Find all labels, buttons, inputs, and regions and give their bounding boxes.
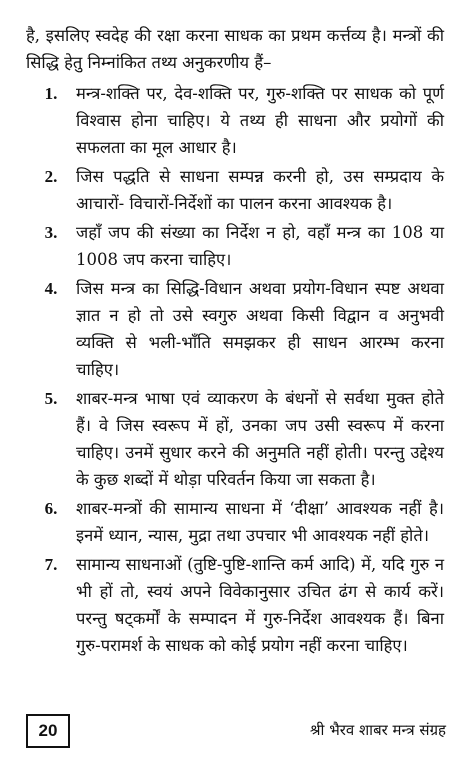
item-text: जहाँ जप की संख्या का निर्देश न हो, वहाँ मन्त्र का 108 या 1008 जप करना चाहिए।: [76, 223, 444, 269]
item-number: 3.: [44, 223, 58, 242]
item-text: सामान्य साधनाओं (तुष्टि-पुष्टि-शान्ति कर्म आदि) में, यदि गुरु न भी हों तो, स्वयं अपने विवेकानुसार उचित ढंग से कार्य करें। परन्तु षट्कर्मों के सम्पादन में गुरु-निर्देश आवश्यक हैं। बिना गुरु-परामर्श के साधक को कोई प्रयोग नहीं करना चाहिए।: [76, 555, 444, 655]
page-body: [26, 22, 444, 661]
list-item: [26, 275, 444, 383]
item-text: मन्त्र-शक्ति पर, देव-शक्ति पर, गुरु-शक्ति पर साधक को पूर्ण विश्वास होना चाहिए। ये तथ्य ही साधना और प्रयोगों की सफलता का मूल आधार है।: [76, 84, 444, 157]
item-number: 4.: [44, 279, 58, 298]
item-number: 2.: [44, 167, 58, 186]
item-number: 5.: [44, 389, 58, 408]
list-item: [26, 551, 444, 659]
numbered-list: [26, 80, 444, 659]
page-footer: [26, 714, 446, 748]
item-text: शाबर-मन्त्र भाषा एवं व्याकरण के बंधनों से सर्वथा मुक्त होते हैं। वे जिस स्वरूप में हों, उनका जप उसी स्वरूप में करना चाहिए। उनमें सुधार करने की अनुमति नहीं होती। परन्तु उद्देश्य के कुछ शब्दों में थोड़ा परिवर्तन किया जा सकता है।: [76, 389, 444, 489]
intro-paragraph: है, इसलिए स्वदेह की रक्षा करना साधक का प्रथम कर्त्तव्य है। मन्त्रों की सिद्धि हेतु निम्नांकित तथ्य अनुकरणीय हैं–: [26, 26, 444, 72]
list-item: [26, 80, 444, 161]
item-number: 7.: [44, 555, 58, 574]
item-number: 6.: [44, 499, 58, 518]
list-item: [26, 495, 444, 549]
list-item: [26, 219, 444, 273]
running-title: श्री भैरव शाबर मन्त्र संग्रह: [309, 721, 446, 739]
page-number: 20: [38, 721, 58, 740]
item-text: जिस मन्त्र का सिद्धि-विधान अथवा प्रयोग-विधान स्पष्ट अथवा ज्ञात न हो तो उसे स्वगुरु अथवा किसी विद्वान व अनुभवी व्यक्ति से भली-भाँति समझकर ही साधन आरम्भ करना चाहिए।: [76, 279, 444, 379]
list-item: [26, 385, 444, 493]
item-number: 1.: [44, 84, 58, 103]
list-item: [26, 163, 444, 217]
item-text: जिस पद्धति से साधना सम्पन्न करनी हो, उस सम्प्रदाय के आचारों- विचारों-निर्देशों का पालन करना आवश्यक है।: [76, 167, 444, 213]
page-number-box: [26, 714, 70, 748]
item-text: शाबर-मन्त्रों की सामान्य साधना में ‘दीक्षा’ आवश्यक नहीं है। इनमें ध्यान, न्यास, मुद्रा तथा उपचार भी आवश्यक नहीं होते।: [76, 499, 444, 545]
